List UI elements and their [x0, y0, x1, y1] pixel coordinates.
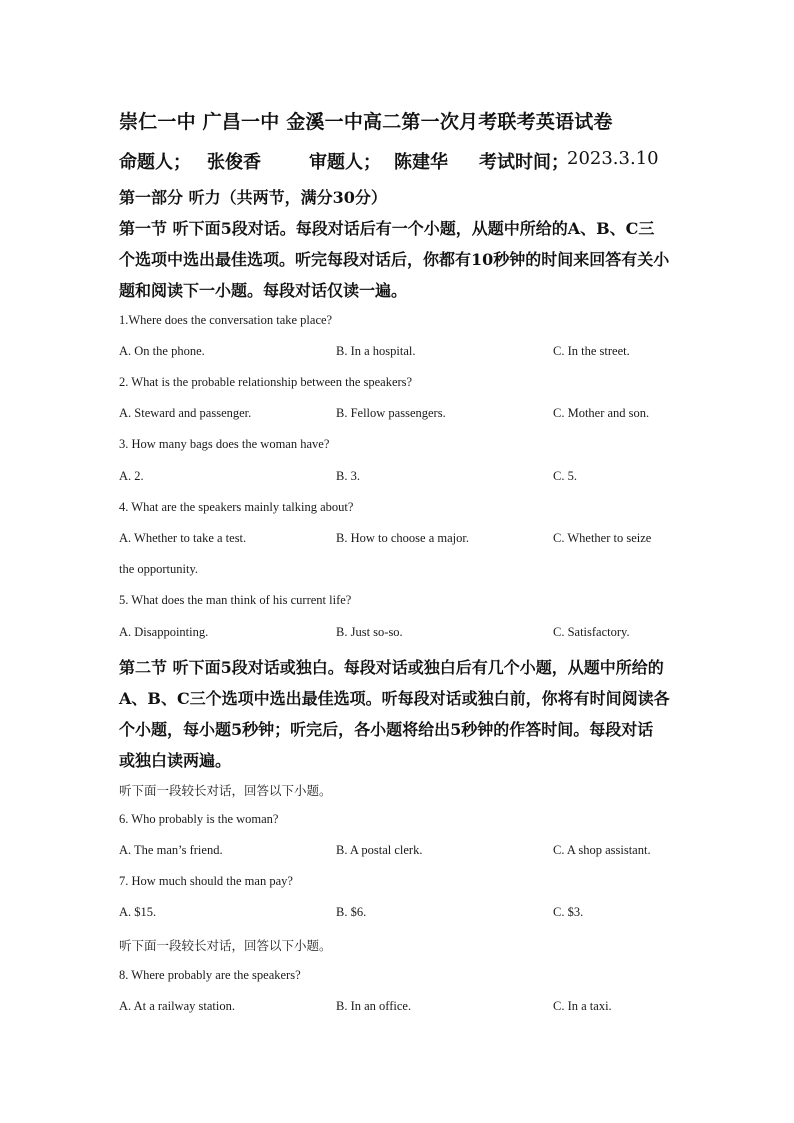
option-b: B. How to choose a major.: [336, 531, 469, 545]
option-c: C. In a taxi.: [553, 999, 612, 1013]
section1-instructions-line2: 个选项中选出最佳选项。听完每段对话后，你都有10秒钟的时间来回答有关小: [119, 250, 670, 269]
question-4: 4. What are the speakers mainly talking about?: [119, 500, 354, 514]
section2-instructions-line3: 个小题，每小题5秒钟；听完后，各小题将给出5秒钟的作答时间。每段对话: [119, 720, 654, 739]
question-1-options: [119, 344, 679, 362]
question-4-options: [119, 531, 679, 549]
option-c: C. Whether to seize: [553, 531, 652, 545]
question-5-options: [119, 625, 679, 643]
question-8: 8. Where probably are the speakers?: [119, 968, 301, 982]
question-7: 7. How much should the man pay?: [119, 874, 293, 888]
setter-label: 命题人；: [119, 152, 191, 173]
question-1: 1.Where does the conversation take place?: [119, 313, 333, 327]
option-b: B. In a hospital.: [336, 344, 416, 358]
option-c: C. Satisfactory.: [553, 625, 630, 639]
dialogue-note-2: 听下面一段较长对话，回答以下小题。: [119, 938, 332, 953]
date-label: 考试时间；: [479, 152, 569, 173]
option-a: A. Disappointing.: [119, 625, 209, 639]
option-b: B. $6.: [336, 905, 367, 919]
question-5: 5. What does the man think of his current life?: [119, 593, 352, 607]
option-b: B. In an office.: [336, 999, 412, 1013]
exam-title: 崇仁一中 广昌一中 金溪一中高二第一次月考联考英语试卷: [119, 111, 613, 133]
question-8-options: [119, 999, 679, 1017]
question-3: 3. How many bags does the woman have?: [119, 437, 330, 451]
section1-instructions-line3: 题和阅读下一小题。每段对话仅读一遍。: [119, 281, 408, 300]
option-b: B. A postal clerk.: [336, 843, 423, 857]
option-a: A. On the phone.: [119, 344, 205, 358]
option-c: C. A shop assistant.: [553, 843, 651, 857]
option-b: B. Just so-so.: [336, 625, 403, 639]
section2-instructions-line2: A、B、C三个选项中选出最佳选项。听每段对话或独白前，你将有时间阅读各: [119, 689, 670, 708]
question-2-options: [119, 406, 679, 424]
dialogue-note-1: 听下面一段较长对话，回答以下小题。: [119, 783, 332, 798]
option-c: C. $3.: [553, 905, 584, 919]
question-6-options: [119, 843, 679, 861]
option-a: A. Whether to take a test.: [119, 531, 247, 545]
option-c: C. Mother and son.: [553, 406, 650, 420]
option-a: A. The man’s friend.: [119, 843, 223, 857]
question-2: 2. What is the probable relationship between the speakers?: [119, 375, 413, 389]
date-value: 2023.3.10: [567, 148, 659, 169]
option-a: A. At a railway station.: [119, 999, 235, 1013]
option-a: A. 2.: [119, 469, 144, 483]
exam-meta: [119, 148, 679, 172]
section2-instructions-line1: 第二节 听下面5段对话或独白。每段对话或独白后有几个小题，从题中所给的: [119, 658, 664, 677]
option-a: A. $15.: [119, 905, 157, 919]
option-c: C. In the street.: [553, 344, 630, 358]
option-a: A. Steward and passenger.: [119, 406, 252, 420]
section1-instructions-line1: 第一节 听下面5段对话。每段对话后有一个小题，从题中所给的A、B、C三: [119, 219, 655, 238]
section2-instructions-line4: 或独白读两遍。: [119, 751, 232, 770]
reviewer-name: 陈建华: [394, 152, 448, 173]
question-7-options: [119, 905, 679, 923]
option-b: B. Fellow passengers.: [336, 406, 446, 420]
option-b: B. 3.: [336, 469, 360, 483]
setter-name: 张俊香: [207, 152, 261, 173]
question-6: 6. Who probably is the woman?: [119, 812, 279, 826]
part1-heading: 第一部分 听力（共两节，满分30分）: [119, 188, 387, 207]
question-3-options: [119, 469, 679, 487]
question-4-option-c-continued: the opportunity.: [119, 562, 199, 576]
option-c: C. 5.: [553, 469, 577, 483]
reviewer-label: 审题人；: [309, 152, 381, 173]
